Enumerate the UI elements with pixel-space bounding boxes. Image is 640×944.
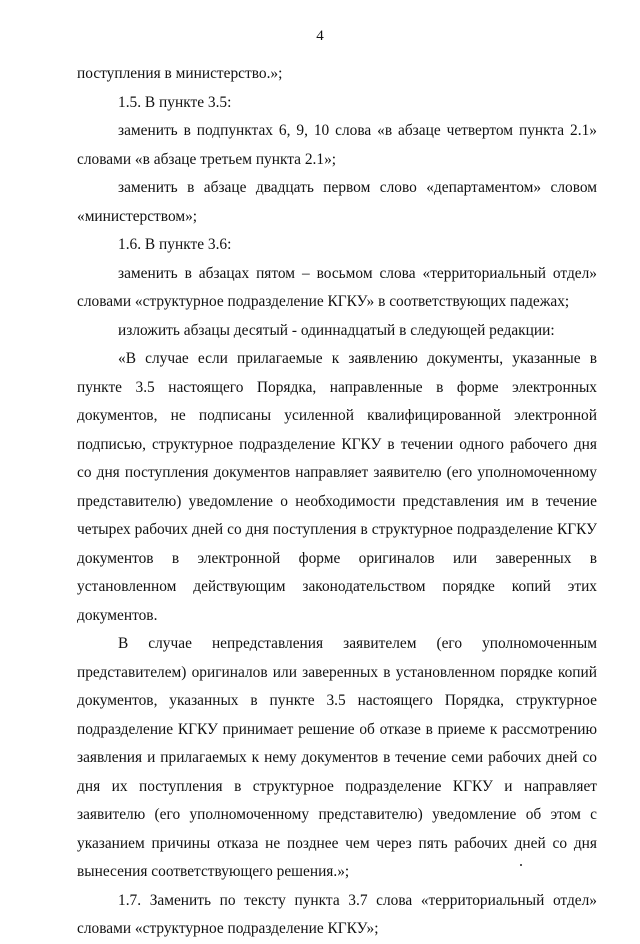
- paragraph-4: заменить в абзаце двадцать первом слово «департаментом» словом «министерством»;: [77, 179, 597, 225]
- paragraph-9: В случае непредставления заявителем (его уполномоченным представителем) оригиналов или заверенных в установленном порядке копий документов, указанных в пункте 3.5 настоящего Порядка, структурное подразделение КГКУ принимает решение об отказе в приеме к рассмотрению заявления и прилагаемых к нему документов в течение семи рабочих дней со дня их поступления в структурное подразделение КГКУ и направляет заявителю (его уполномоченному представителю) уведомление об этом с указанием причины отказа не позднее чем через пять рабочих дней со дня вынесения соответствующего решения.»;: [77, 635, 597, 880]
- paragraph-7: изложить абзацы десятый - одиннадцатый в следующей редакции:: [118, 321, 555, 339]
- paragraph-1: поступления в министерство.»;: [77, 65, 283, 82]
- page-number: 4: [316, 28, 324, 44]
- document-body: [77, 60, 597, 944]
- paragraph-3: заменить в подпунктах 6, 9, 10 слова «в абзаце четвертом пункта 2.1» словами «в абзаце третьем пункта 2.1»;: [77, 122, 597, 168]
- paragraph-6: заменить в абзацах пятом – восьмом слова «территориальный отдел» словами «структурное подразделение КГКУ» в соответствующих падежах;: [77, 264, 597, 310]
- paragraph-8: «В случае если прилагаемые к заявлению документы, указанные в пункте 3.5 настоящего Порядка, направленные в форме электронных документов, не подписаны усиленной квалифицированной электронной подписью, структурное подразделение КГКУ в течении одного рабочего дня со дня поступления документов направляет заявителю (его уполномоченному представителю) уведомление о необходимости представления им в течение четырех рабочих дней со дня поступления в структурное подразделение КГКУ документов в электронной форме оригиналов или заверенных в установленном действующим законодательством порядке копий этих документов.: [77, 350, 597, 624]
- paragraph-5: 1.6. В пункте 3.6:: [118, 236, 232, 253]
- scan-speck: [520, 864, 522, 866]
- paragraph-10: 1.7. Заменить по тексту пункта 3.7 слова «территориальный отдел» словами «структурное подразделение КГКУ»;: [77, 891, 597, 937]
- paragraph-2: 1.5. В пункте 3.5:: [118, 93, 232, 111]
